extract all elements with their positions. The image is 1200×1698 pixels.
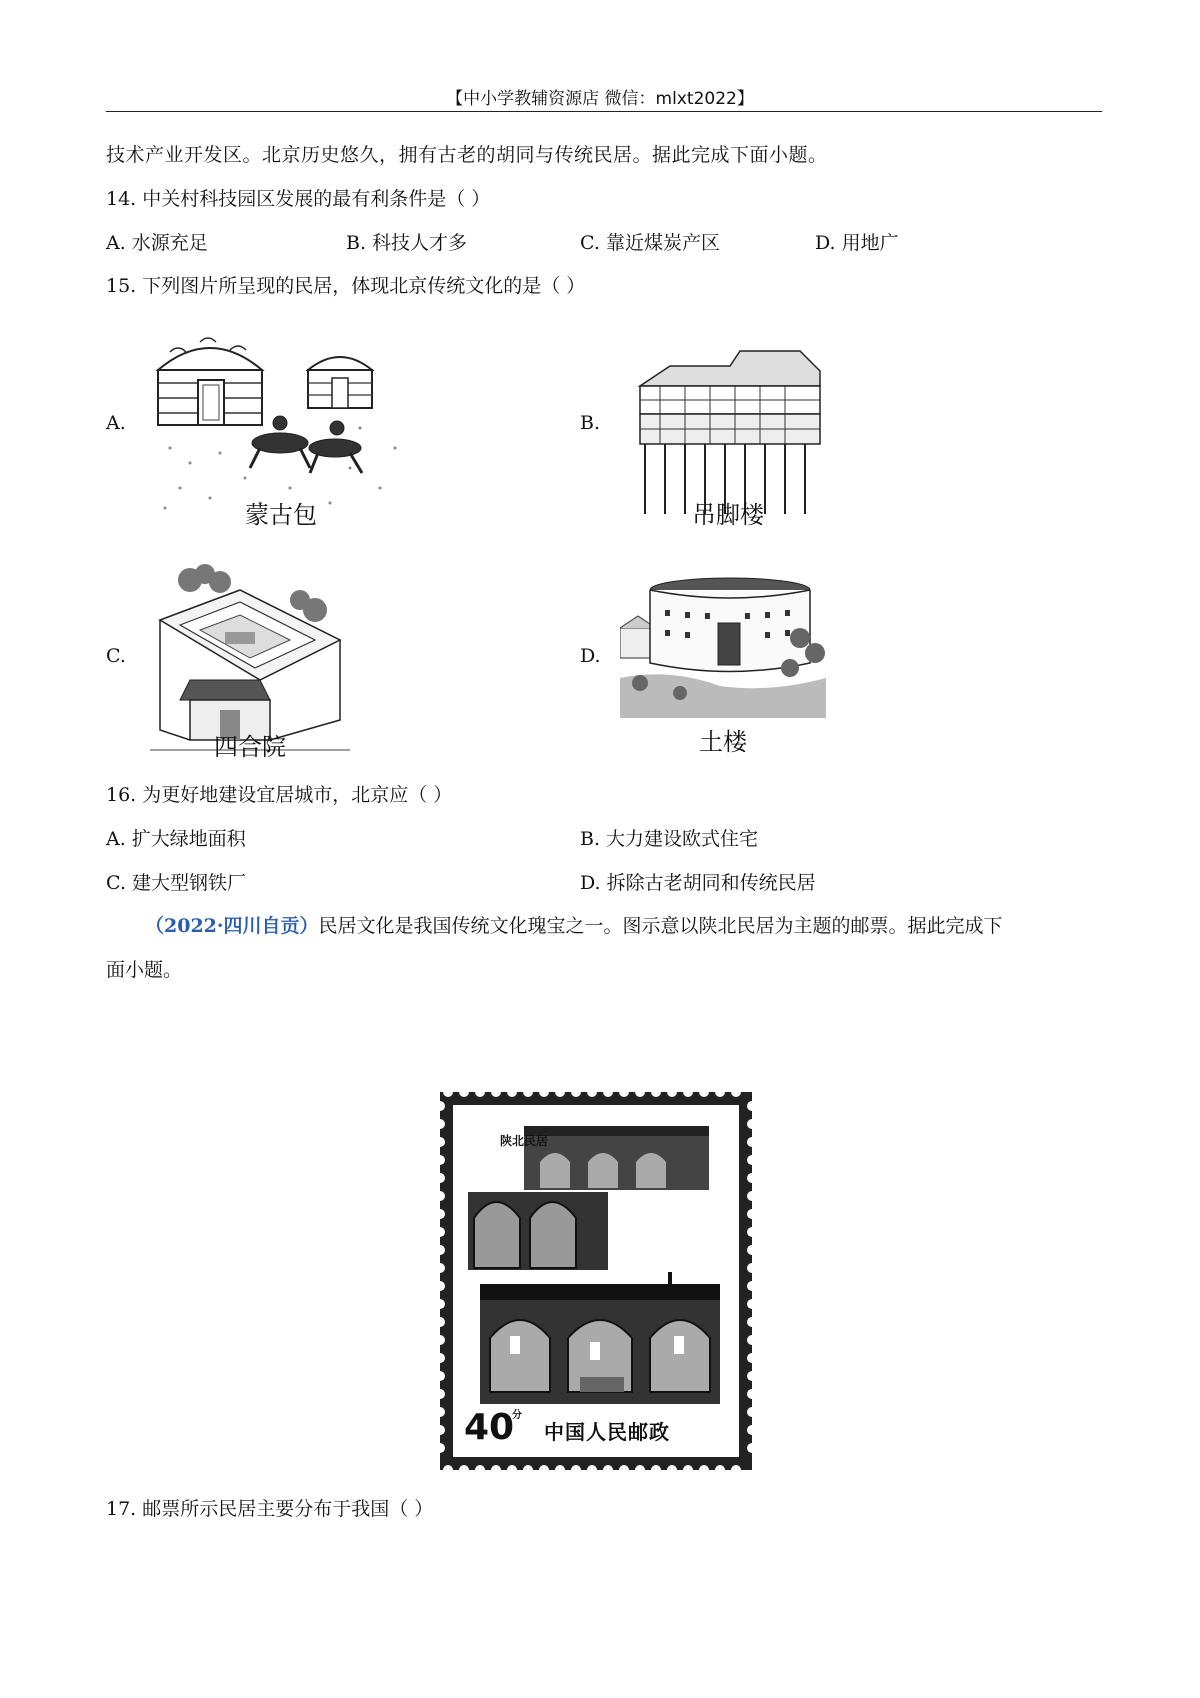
stamp-denomination-unit: 分 <box>512 1410 522 1421</box>
question-16-stem: 16. 为更好地建设宜居城市，北京应（ ） <box>106 784 453 806</box>
stamp-denomination: 40 <box>464 1407 515 1448</box>
q15-option-b-caption: 吊脚楼 <box>692 501 764 529</box>
q15-option-d-letter[interactable]: D. <box>580 645 601 667</box>
q14-option-c[interactable]: C. 靠近煤炭产区 <box>580 232 720 254</box>
q15-option-d-caption: 土楼 <box>699 728 747 756</box>
stilt-house-illustration <box>630 346 826 518</box>
question-17-stem: 17. 邮票所示民居主要分布于我国（ ） <box>106 1498 434 1520</box>
page-header: 【中小学教辅资源店 微信：mlxt2022】 <box>446 89 754 109</box>
q15-option-a-letter[interactable]: A. <box>106 412 126 434</box>
passage-2-text: 民居文化是我国传统文化瑰宝之一。图示意以陕北民居为主题的邮票。据此完成下 <box>318 915 1003 937</box>
question-15-stem: 15. 下列图片所呈现的民居，体现北京传统文化的是（ ） <box>106 275 586 297</box>
q14-option-a[interactable]: A. 水源充足 <box>106 232 208 254</box>
q14-option-b[interactable]: B. 科技人才多 <box>346 232 468 254</box>
q16-option-a[interactable]: A. 扩大绿地面积 <box>106 828 246 850</box>
yurt-illustration <box>150 328 412 518</box>
q16-option-b[interactable]: B. 大力建设欧式住宅 <box>580 828 759 850</box>
passage-2-line-1 <box>145 913 1003 939</box>
passage-text: 技术产业开发区。北京历史悠久，拥有古老的胡同与传统民居。据此完成下面小题。 <box>106 144 828 166</box>
q14-option-d[interactable]: D. 用地广 <box>815 232 899 254</box>
stamp-issuer: 中国人民邮政 <box>544 1420 670 1444</box>
question-14-stem: 14. 中关村科技园区发展的最有利条件是（ ） <box>106 188 491 210</box>
stamp-image <box>440 1092 752 1470</box>
q15-option-c-caption: 四合院 <box>214 733 286 761</box>
q16-option-c[interactable]: C. 建大型钢铁厂 <box>106 872 246 894</box>
stamp-title: 陕北民居 <box>500 1134 549 1148</box>
tulou-illustration <box>620 568 826 718</box>
q16-option-d[interactable]: D. 拆除古老胡同和传统民居 <box>580 872 816 894</box>
q15-option-c-letter[interactable]: C. <box>106 645 126 667</box>
source-tag: （2022·四川自贡） <box>145 915 319 937</box>
q15-option-b-letter[interactable]: B. <box>580 412 601 434</box>
passage-2-line-2: 面小题。 <box>106 959 183 981</box>
header-divider <box>106 111 1102 112</box>
q15-option-a-caption: 蒙古包 <box>245 501 317 529</box>
